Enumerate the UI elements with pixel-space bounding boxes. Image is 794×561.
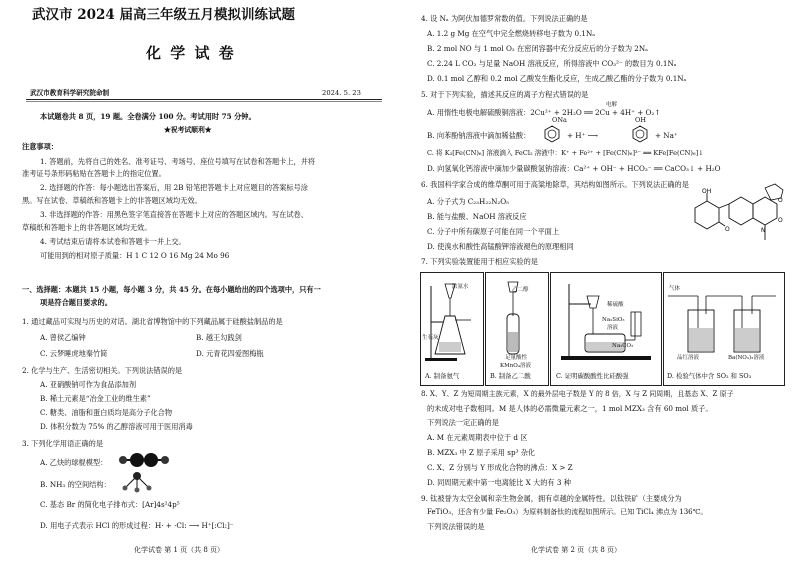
ammonia-structure-diagram	[120, 470, 154, 492]
q7-caption-a: A. 制备氨气	[425, 372, 460, 380]
q6-option-a: A. 分子式为 C₂₃H₂₂N₂O₅	[427, 197, 510, 206]
svg-text:OH: OH	[702, 188, 712, 195]
q8-option-c: C. X、Z 分别与 Y 形成化合物的沸点：X > Z	[427, 463, 573, 472]
label-bano3: Ba(NO₃)₂溶液	[728, 355, 765, 361]
header-rule-thin	[26, 101, 382, 102]
question-9: 9. 钛被誉为太空金属和亲生物金属，拥有卓越的金属特性。以钛铁矿（主要成分为	[421, 494, 682, 503]
question-7: 7. 下列实验装置能用于相应实验的是	[421, 257, 538, 266]
q5-option-b: B. 向苯酚钠溶液中滴加稀盐酸：	[427, 131, 531, 140]
label-na2sio3-line2: 溶液	[607, 325, 619, 331]
note-line: 草稿纸和答题卡上的非答题区域均无效。	[22, 223, 152, 232]
q2-option-c: C. 糖类、油脂和蛋白质均是高分子化合物	[40, 408, 173, 417]
acetylene-ball-stick-model	[118, 451, 170, 469]
note-line: 3. 非选择题的作答：用黑色签字笔直接答在答题卡上对应的答题区域内。写在试卷、	[40, 210, 308, 219]
q4-option-a: A. 1.2 g Mg 在空气中完全燃烧转移电子数为 0.1Nₐ	[427, 29, 596, 38]
q7-caption-c: C. 证明碳酸酸性比硅酸强	[556, 372, 629, 380]
question-2: 2. 化学与生产、生活密切相关。下列说法错误的是	[22, 366, 183, 375]
subject-title: 化 学 试 卷	[146, 44, 236, 62]
label-pinhong: 品红溶液	[677, 355, 700, 361]
question-1: 1. 通过藏品可实现与历史的对话。湖北省博物馆中的下列藏品属于硅酸盐制品的是	[22, 317, 283, 326]
q1-option-d: D. 元青花四爱图梅瓶	[196, 349, 264, 358]
note-line: 4. 考试结束后请将本试卷和答题卡一并上交。	[40, 237, 186, 246]
q5-option-c: C. 将 K₃[Fe(CN)₆] 溶液滴入 FeCl₂ 溶液中：K⁺ + Fe²⁺ + [Fe(CN)₆]³⁻ ══ KFe[Fe(CN)₆]↓	[427, 149, 704, 157]
q5b-arrow-text: + H⁺ ⟶	[567, 131, 598, 140]
phenol-ring	[631, 125, 649, 143]
note-line: 黑。写在试卷、草稿纸和答题卡上的非答题区域均无效。	[22, 196, 202, 205]
herbicide-structure-diagram	[681, 188, 787, 248]
question-9-cont: FeTiO₃，还含有少量 Fe₂O₃）为原料制备钛的流程如图所示。已知 TiCl₄ 沸点为 136℃。	[427, 508, 708, 516]
question-5: 5. 对于下列实验，描述其反应的离子方程式错误的是	[421, 90, 589, 99]
q1-option-a: A. 曾侯乙编钟	[40, 333, 86, 342]
notes-title: 注意事项：	[22, 142, 58, 151]
label-kmno4-line2: KMnO₄溶液	[500, 363, 531, 369]
svg-text:O: O	[778, 197, 783, 204]
q3-option-c: C. 基态 Br 的简化电子排布式：[Ar]4s²4p⁵	[40, 500, 180, 509]
q7-caption-d: D. 检验气体中含 SO₂ 和 SO₃	[667, 372, 752, 380]
note-line: 1. 答题前，先将自己的姓名、准考证号、考场号、座位号填写在试卷和答题卡上，并将	[40, 157, 316, 166]
q8-option-b: B. MZX₃ 中 Z 原子采用 sp³ 杂化	[427, 448, 536, 457]
q3-option-b: B. NH₃ 的空间结构：	[40, 480, 111, 489]
q1-option-b: B. 越王勾践剑	[196, 333, 242, 342]
q6-option-c: C. 分子中所有碳原子可能在同一个平面上	[427, 227, 560, 236]
header-rule	[26, 99, 382, 100]
label-dilute-h2so4: 稀硫酸	[607, 302, 624, 308]
label-gas: 气体	[669, 286, 681, 292]
gas-test-apparatus	[664, 276, 782, 366]
q2-option-a: A. 亚硝酸钠可作为食品添加剂	[40, 380, 137, 389]
q5b-end-text: + Na⁺	[655, 131, 678, 140]
section-one-heading-cont: 项是符合题目要求的。	[40, 298, 112, 307]
q6-option-b: B. 能与盐酸、NaOH 溶液反应	[427, 212, 527, 221]
page-footer: 化学试卷 第 1 页（共 8 页）	[134, 546, 225, 554]
exam-title: 武汉市 2024 届高三年级五月模拟训练试题	[32, 7, 295, 23]
q4-option-b: B. 2 mol NO 与 1 mol O₂ 在密闭容器中充分反应后的分子数为 2Nₐ	[427, 44, 648, 53]
q3-option-d: D. 用电子式表示 HCl 的形成过程：H· + ·Cl: ⟶ H⁺[:Cl:]⁻	[40, 521, 234, 530]
svg-text:O: O	[725, 226, 730, 233]
sodium-phenoxide-ring	[543, 125, 561, 143]
ona-label: ONa	[552, 116, 567, 124]
question-4: 4. 设 Nₐ 为阿伏加德罗常数的值。下列说法正确的是	[421, 14, 588, 23]
page-footer: 化学试卷 第 2 页（共 8 页）	[531, 546, 622, 554]
label-quicklime: 生石灰	[422, 335, 439, 341]
q7-caption-b: B. 制备乙二酸	[490, 372, 531, 380]
question-8-cont: 的未成对电子数相同。M 是人体的必需微量元素之一，1 mol MZX₃ 含有 60 mol 质子。	[427, 404, 713, 413]
q8-option-a: A. M 在元素周期表中位于 d 区	[427, 433, 528, 442]
svg-text:O: O	[778, 217, 783, 224]
question-6: 6. 我国科学家合成的维草酮可用于高粱地除草，其结构如图所示。下列说法正确的是	[421, 180, 689, 189]
exam-page-right	[397, 0, 794, 561]
question-8: 8. X、Y、Z 为短周期主族元素，X 的最外层电子数是 Y 的 8 倍，X 与 Z 同周期，且基态 X、Z 原子	[421, 390, 734, 398]
note-line: 准考证号条形码粘贴在答题卡上的指定位置。	[22, 169, 166, 178]
issue-date: 2024. 5. 23	[322, 89, 361, 97]
q4-option-c: C. 2.24 L CO₂ 与足量 NaOH 溶液反应，所得溶液中 CO₃²⁻ 的数目为 0.1Nₐ	[427, 59, 677, 68]
q5-option-d: D. 向氢氧化钙溶液中滴加少量碳酸氢钠溶液：Ca²⁺ + OH⁻ + HCO₃⁻ ══ CaCO₃↓ + H₂O	[427, 164, 721, 173]
good-luck-line: ★祝考试顺利★	[164, 126, 212, 134]
label-kmno4-line1: 足量酸性	[505, 355, 528, 361]
question-9-cont: 下列说法错误的是	[427, 522, 485, 531]
question-3: 3. 下列化学用语正确的是	[22, 439, 104, 448]
label-ethylene-glycol: 乙二醇	[512, 287, 529, 293]
q1-option-c: C. 云梦睡虎地秦竹简	[40, 349, 108, 358]
label-conc-ammonia: 浓氨水	[452, 284, 469, 290]
note-line: 2. 选择题的作答：每小题选出答案后，用 2B 铅笔把答题卡上对应题目的答案标号涂	[40, 183, 308, 192]
exam-intro: 本试题卷共 8 页，19 题。全卷满分 100 分。考试用时 75 分钟。	[40, 112, 256, 121]
issuing-org: 武汉市教育科学研究院命制	[30, 89, 110, 97]
label-na2co3: Na₂CO₃	[612, 343, 634, 349]
q4-option-d: D. 0.1 mol 乙醇和 0.2 mol 乙酸发生酯化反应，生成乙酸乙酯的分子数为 0.1Nₐ	[427, 74, 687, 83]
q2-option-b: B. 稀土元素是“冶金工业的维生素”	[40, 394, 151, 403]
q2-option-d: D. 体积分数为 75% 的乙醇溶液可用于医用消毒	[40, 422, 193, 431]
q5-option-a: A. 用惰性电极电解硫酸铜溶液：2Cu²⁺ + 2H₂O ══ 2Cu + 4H⁺ + O₂↑	[427, 108, 661, 117]
electrolysis-label: 电解	[606, 102, 618, 108]
ammonia-prep-apparatus	[421, 276, 481, 366]
q6-option-d: D. 使溴水和酸性高锰酸钾溶液褪色的原理相同	[427, 242, 574, 251]
atomic-mass-line: 可能用到的相对原子质量：H 1 C 12 O 16 Mg 24 Mo 96	[40, 251, 230, 260]
label-na2sio3-line1: Na₂SiO₃	[602, 317, 625, 323]
oh-label: OH	[635, 116, 646, 124]
svg-text:N: N	[761, 227, 766, 234]
question-8-cont: 下列说法一定正确的是	[427, 418, 499, 427]
section-one-heading: 一、选择题：本题共 15 小题，每小题 3 分，共 45 分。在每小题给出的四个选项中，只有一	[22, 285, 321, 294]
q8-option-d: D. 同周期元素中第一电离能比 X 大的有 3 种	[427, 478, 571, 487]
q3-option-a: A. 乙炔的球棍模型：	[40, 458, 108, 467]
